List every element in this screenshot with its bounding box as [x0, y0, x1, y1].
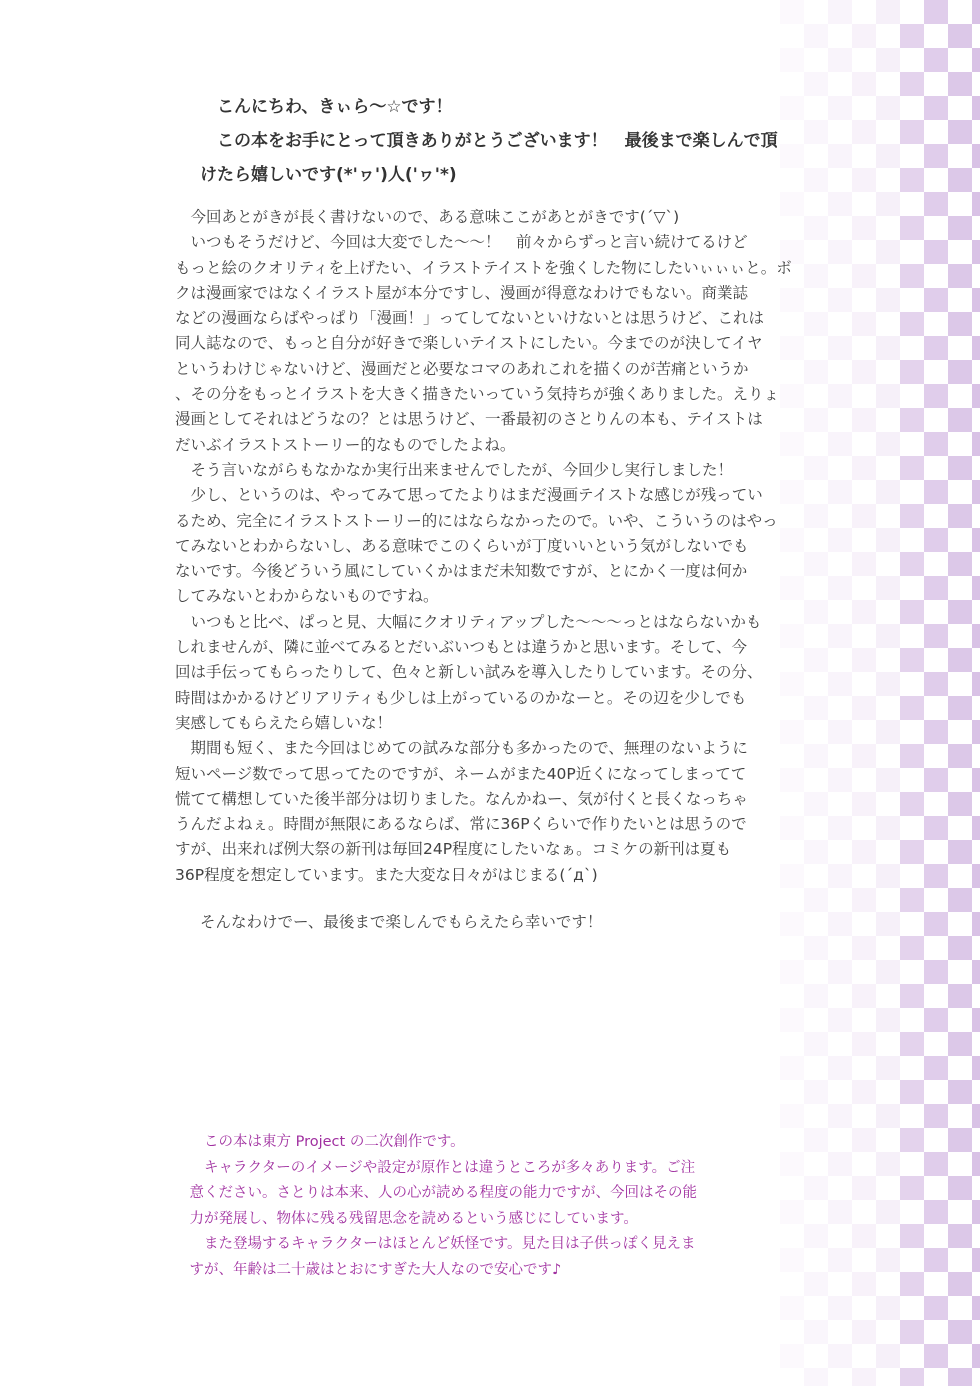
checker-square	[948, 600, 972, 624]
checker-square	[972, 624, 980, 648]
checker-square	[948, 1272, 972, 1296]
checker-square	[780, 1296, 804, 1320]
checker-square	[852, 552, 876, 576]
checker-square	[804, 408, 828, 432]
checker-square	[828, 192, 852, 216]
checker-square	[924, 144, 948, 168]
checker-square	[924, 528, 948, 552]
checker-square	[852, 312, 876, 336]
body-line: るため、完全にイラストストーリー的にはならなかったので。いや、こういうのはやっ	[175, 511, 778, 530]
checker-square	[876, 1152, 900, 1176]
checker-square	[972, 0, 980, 24]
body-line: 、その分をもっとイラストを大きく描きたいっていう気持ちが強くありました。えりょ	[175, 385, 780, 404]
checker-square	[780, 1344, 804, 1368]
checker-square	[828, 1104, 852, 1128]
checker-square	[804, 1080, 828, 1104]
checker-square	[972, 1152, 980, 1176]
checker-square	[900, 264, 924, 288]
checker-square	[828, 912, 852, 936]
checker-square	[828, 96, 852, 120]
checker-square	[852, 840, 876, 864]
checker-square	[948, 456, 972, 480]
checker-square	[900, 360, 924, 384]
checker-square	[852, 744, 876, 768]
checker-square	[828, 1248, 852, 1272]
checker-square	[804, 984, 828, 1008]
checker-square	[876, 816, 900, 840]
checker-square	[924, 816, 948, 840]
checker-square	[900, 1272, 924, 1296]
checker-square	[852, 504, 876, 528]
checker-square	[852, 1032, 876, 1056]
checker-square	[972, 384, 980, 408]
checker-square	[828, 528, 852, 552]
checker-square	[900, 168, 924, 192]
checker-square	[780, 0, 804, 24]
checker-square	[948, 312, 972, 336]
checker-square	[804, 936, 828, 960]
checker-square	[852, 456, 876, 480]
notice-line: キャラクターのイメージや設定が原作とは違うところが多々あります。ご注	[175, 1159, 696, 1176]
body-line: だいぶイラストストーリー的なものでしたよね。	[175, 435, 516, 454]
checker-square	[804, 1176, 828, 1200]
checker-square	[876, 192, 900, 216]
checker-square	[804, 1224, 828, 1248]
checker-square	[972, 1104, 980, 1128]
checker-square	[804, 312, 828, 336]
checker-square	[972, 768, 980, 792]
checker-square	[900, 696, 924, 720]
disclaimer-notice	[175, 1130, 805, 1283]
notice-line: すが、年齢は二十歳はとおにすぎた大人なので安心です♪	[175, 1261, 562, 1278]
checker-square	[924, 192, 948, 216]
body-line: もっと絵のクオリティを上げたい、イラストテイストを強くした物にしたいぃぃぃと。ボ	[175, 258, 792, 277]
checker-square	[924, 0, 948, 24]
checker-square	[876, 1104, 900, 1128]
checker-square	[804, 888, 828, 912]
checker-square	[948, 552, 972, 576]
checker-square	[828, 624, 852, 648]
checker-square	[924, 48, 948, 72]
checker-square	[828, 0, 852, 24]
checker-square	[972, 672, 980, 696]
checker-square	[900, 648, 924, 672]
checker-square	[852, 984, 876, 1008]
checker-square	[852, 168, 876, 192]
checker-square	[804, 552, 828, 576]
checker-square	[852, 1320, 876, 1344]
checker-square	[876, 1200, 900, 1224]
closing-line: そんなわけでー、最後まで楽しんでもらえたら幸いです！	[200, 913, 603, 931]
checker-square	[924, 240, 948, 264]
checker-square	[852, 1224, 876, 1248]
checker-square	[828, 432, 852, 456]
body-line: 今回あとがきが長く書けないので、ある意味ここがあとがきです(´▽`)	[175, 208, 680, 226]
checker-square	[852, 360, 876, 384]
checker-square	[900, 984, 924, 1008]
checker-square	[972, 816, 980, 840]
checker-square	[900, 1032, 924, 1056]
checker-square	[924, 1248, 948, 1272]
checker-square	[852, 600, 876, 624]
checker-square	[924, 288, 948, 312]
checker-square	[852, 1080, 876, 1104]
checker-square	[924, 1056, 948, 1080]
checker-square	[924, 720, 948, 744]
checker-square	[828, 672, 852, 696]
checker-square	[828, 576, 852, 600]
checker-square	[876, 1248, 900, 1272]
checker-square	[804, 72, 828, 96]
checker-square	[900, 120, 924, 144]
checker-square	[948, 504, 972, 528]
checker-square	[900, 1176, 924, 1200]
checker-square	[804, 1032, 828, 1056]
checker-square	[804, 456, 828, 480]
checker-square	[876, 672, 900, 696]
checker-square	[852, 72, 876, 96]
checker-square	[924, 1200, 948, 1224]
checker-square	[924, 384, 948, 408]
checker-square	[900, 936, 924, 960]
checker-square	[852, 216, 876, 240]
checker-square	[948, 1080, 972, 1104]
checker-square	[900, 312, 924, 336]
checker-square	[972, 1344, 980, 1368]
checker-square	[924, 336, 948, 360]
checker-square	[804, 792, 828, 816]
body-line: ないです。今後どういう風にしていくかはまだ未知数ですが、とにかく一度は何か	[175, 562, 748, 581]
checker-square	[948, 360, 972, 384]
checker-square	[828, 1296, 852, 1320]
checker-square	[924, 912, 948, 936]
checker-square	[804, 840, 828, 864]
body-line: 実感してもらえたら嬉しいな！	[175, 713, 393, 732]
checker-square	[828, 1200, 852, 1224]
checker-square	[876, 624, 900, 648]
checker-square	[948, 792, 972, 816]
checker-square	[828, 480, 852, 504]
checker-square	[948, 1176, 972, 1200]
checker-square	[828, 1152, 852, 1176]
checker-square	[900, 1128, 924, 1152]
greeting-line: けたら嬉しいです(*'ヮ')人('ヮ'*)	[200, 165, 457, 185]
checker-square	[900, 1224, 924, 1248]
checker-square	[804, 24, 828, 48]
checker-square	[852, 792, 876, 816]
checker-square	[948, 888, 972, 912]
checker-square	[924, 864, 948, 888]
checker-square	[948, 1320, 972, 1344]
checker-square	[828, 288, 852, 312]
checker-square	[876, 288, 900, 312]
checker-square	[948, 1224, 972, 1248]
checker-square	[924, 624, 948, 648]
body-line: 時間はかかるけどリアリティも少しは上がっているのかなーと。その辺を少しでも	[175, 688, 747, 707]
checker-square	[828, 336, 852, 360]
checker-square	[852, 24, 876, 48]
checker-square	[804, 1368, 828, 1386]
checker-square	[852, 888, 876, 912]
checker-square	[924, 432, 948, 456]
checker-square	[876, 48, 900, 72]
checker-square	[924, 1152, 948, 1176]
checker-square	[876, 0, 900, 24]
checker-square	[876, 1296, 900, 1320]
checker-square	[804, 600, 828, 624]
checker-square	[876, 240, 900, 264]
checker-square	[876, 336, 900, 360]
checker-square	[948, 168, 972, 192]
checker-square	[948, 24, 972, 48]
greeting-line: この本をお手にとって頂きありがとうございます！ 最後まで楽しんで頂	[200, 131, 778, 151]
body-line: 回は手伝ってもらったりして、色々と新しい試みを導入したりしています。その分、	[175, 663, 763, 682]
checker-square	[948, 1032, 972, 1056]
checker-square	[972, 864, 980, 888]
checker-square	[828, 1008, 852, 1032]
checker-square	[900, 552, 924, 576]
checker-square	[900, 216, 924, 240]
checker-square	[804, 120, 828, 144]
checker-square	[972, 288, 980, 312]
checker-square	[852, 936, 876, 960]
checker-square	[948, 984, 972, 1008]
checker-square	[852, 1128, 876, 1152]
checker-square	[972, 1008, 980, 1032]
body-line: 慌てて構想していた後半部分は切りました。なんかねー、気が付くと長くなっちゃ	[175, 789, 748, 808]
checker-square	[852, 696, 876, 720]
checker-square	[804, 264, 828, 288]
checker-square	[900, 456, 924, 480]
checker-square	[924, 768, 948, 792]
body-line: 少し、というのは、やってみて思ってたよりはまだ漫画テイストな感じが残ってい	[175, 486, 763, 505]
checker-square	[876, 912, 900, 936]
body-line: 期間も短く、また今回はじめての試みな部分も多かったので、無理のないように	[175, 739, 748, 758]
body-line: てみないとわからないし、ある意味でこのくらいが丁度いいという気がしないでも	[175, 536, 749, 555]
checker-square	[972, 1296, 980, 1320]
checker-square	[876, 1344, 900, 1368]
body-line: そう言いながらもなかなか実行出来ませんでしたが、今回少し実行しました！	[175, 460, 734, 479]
greeting-section	[200, 90, 800, 192]
checker-square	[972, 336, 980, 360]
checker-square	[804, 504, 828, 528]
checker-square	[876, 144, 900, 168]
checker-square	[948, 216, 972, 240]
checker-square	[852, 648, 876, 672]
body-line: 36P程度を想定しています。また大変な日々がはじまる(´д`)	[175, 865, 598, 884]
checker-square	[876, 576, 900, 600]
checker-square	[972, 960, 980, 984]
checker-square	[780, 1008, 804, 1032]
checker-square	[804, 1128, 828, 1152]
checker-square	[972, 1056, 980, 1080]
checker-square	[924, 96, 948, 120]
checker-square	[972, 240, 980, 264]
checker-square	[780, 960, 804, 984]
checker-square	[828, 144, 852, 168]
checker-square	[924, 1344, 948, 1368]
body-line: うんだよねぇ。時間が無限にあるならば、常に36Pくらいで作りたいとは思うので	[175, 815, 747, 834]
checker-square	[876, 720, 900, 744]
checker-square	[804, 744, 828, 768]
checker-square	[876, 528, 900, 552]
checker-square	[900, 504, 924, 528]
checker-square	[876, 96, 900, 120]
greeting-line: こんにちわ、きぃら～☆です！	[200, 97, 453, 117]
checker-square	[828, 816, 852, 840]
checker-square	[972, 528, 980, 552]
checker-square	[972, 192, 980, 216]
checker-square	[804, 696, 828, 720]
checker-square	[948, 696, 972, 720]
checker-square	[972, 576, 980, 600]
checker-square	[852, 1272, 876, 1296]
checker-square	[948, 840, 972, 864]
body-line: 短いページ数でって思ってたのですが、ネームがまた40P近くになってしまってて	[175, 764, 747, 783]
checker-square	[852, 408, 876, 432]
notice-line: また登場するキャラクターはほとんど妖怪です。見た目は子供っぽく見えま	[175, 1236, 696, 1252]
checker-square	[804, 648, 828, 672]
checker-square	[852, 120, 876, 144]
checker-square	[804, 168, 828, 192]
checker-square	[900, 408, 924, 432]
checker-square	[876, 960, 900, 984]
checker-square	[876, 864, 900, 888]
checker-square	[900, 1368, 924, 1386]
checker-square	[852, 1368, 876, 1386]
checker-square	[972, 432, 980, 456]
checker-square	[972, 1200, 980, 1224]
checker-square	[948, 264, 972, 288]
checker-square	[828, 240, 852, 264]
checker-square	[828, 864, 852, 888]
checker-square	[972, 144, 980, 168]
checker-square	[828, 720, 852, 744]
checker-square	[924, 1296, 948, 1320]
checkered-border-decoration	[780, 0, 980, 1386]
checker-square	[948, 1368, 972, 1386]
checker-square	[804, 360, 828, 384]
body-line: いつもそうだけど、今回は大変でした～～！ 前々からずっと言い続けてるけど	[175, 233, 748, 252]
checker-square	[780, 1104, 804, 1128]
checker-square	[924, 576, 948, 600]
checker-square	[900, 72, 924, 96]
checker-square	[900, 840, 924, 864]
checker-square	[804, 1272, 828, 1296]
checker-square	[924, 960, 948, 984]
checker-square	[924, 672, 948, 696]
checker-square	[900, 792, 924, 816]
body-line: というわけじゃないけど、漫画だと必要なコマのあれこれを描くのが苦痛というか	[175, 359, 749, 378]
checker-square	[876, 768, 900, 792]
checker-square	[948, 408, 972, 432]
checker-square	[948, 648, 972, 672]
checker-square	[972, 96, 980, 120]
checker-square	[900, 888, 924, 912]
checker-square	[828, 1056, 852, 1080]
checker-square	[900, 744, 924, 768]
checker-square	[852, 1176, 876, 1200]
checker-square	[828, 48, 852, 72]
body-line: してみないとわからないものですね。	[175, 587, 439, 606]
checker-square	[924, 1104, 948, 1128]
checker-square	[924, 1008, 948, 1032]
body-line: しれませんが、隣に並べてみるとだいぶいつもとは違うかと思います。そして、今	[175, 638, 747, 657]
body-line: などの漫画ならばやっぱり「漫画！」ってしてないといけないとは思うけど、これは	[175, 309, 765, 328]
checker-square	[972, 1248, 980, 1272]
checker-square	[948, 936, 972, 960]
checker-square	[948, 120, 972, 144]
checker-square	[972, 912, 980, 936]
checker-square	[900, 600, 924, 624]
checker-square	[900, 1080, 924, 1104]
checker-square	[804, 1320, 828, 1344]
checker-square	[900, 24, 924, 48]
checker-square	[948, 744, 972, 768]
body-line: 漫画としてそれはどうなの？とは思うけど、一番最初のさとりんの本も、テイストは	[175, 410, 763, 429]
checker-square	[900, 1320, 924, 1344]
checker-square	[876, 1008, 900, 1032]
checker-square	[828, 960, 852, 984]
checker-square	[876, 432, 900, 456]
body-line: クは漫画家ではなくイラスト屋が本分ですし、漫画が得意なわけでもない。商業誌	[175, 283, 749, 302]
checker-square	[876, 480, 900, 504]
body-line: 同人誌なので、もっと自分が好きで楽しいテイストにしたい。今までのが決してイヤ	[175, 334, 763, 353]
checker-square	[972, 48, 980, 72]
checker-square	[876, 1056, 900, 1080]
checker-square	[948, 1128, 972, 1152]
checker-square	[828, 384, 852, 408]
checker-square	[780, 1056, 804, 1080]
checker-square	[972, 480, 980, 504]
checker-square	[804, 216, 828, 240]
body-line: いつもと比べ、ぱっと見、大幅にクオリティアップした～～～っとはならないかも	[175, 612, 762, 631]
checker-square	[972, 720, 980, 744]
checker-square	[780, 48, 804, 72]
checker-square	[852, 264, 876, 288]
checker-square	[924, 480, 948, 504]
notice-line: 意ください。さとりは本来、人の心が読める程度の能力ですが、今回はその能	[175, 1185, 697, 1201]
checker-square	[876, 384, 900, 408]
checker-square	[828, 768, 852, 792]
checker-square	[828, 1344, 852, 1368]
checker-square	[948, 72, 972, 96]
afterword-body	[175, 205, 795, 888]
body-line: すが、出来れば例大祭の新刊は毎回24P程度にしたいなぁ。コミケの新刊は夏も	[175, 840, 732, 859]
notice-line: 力が発展し、物体に残る残留思念を読めるという感じにしています。	[175, 1210, 638, 1227]
notice-line: この本は東方 Project の二次創作です。	[175, 1134, 465, 1150]
